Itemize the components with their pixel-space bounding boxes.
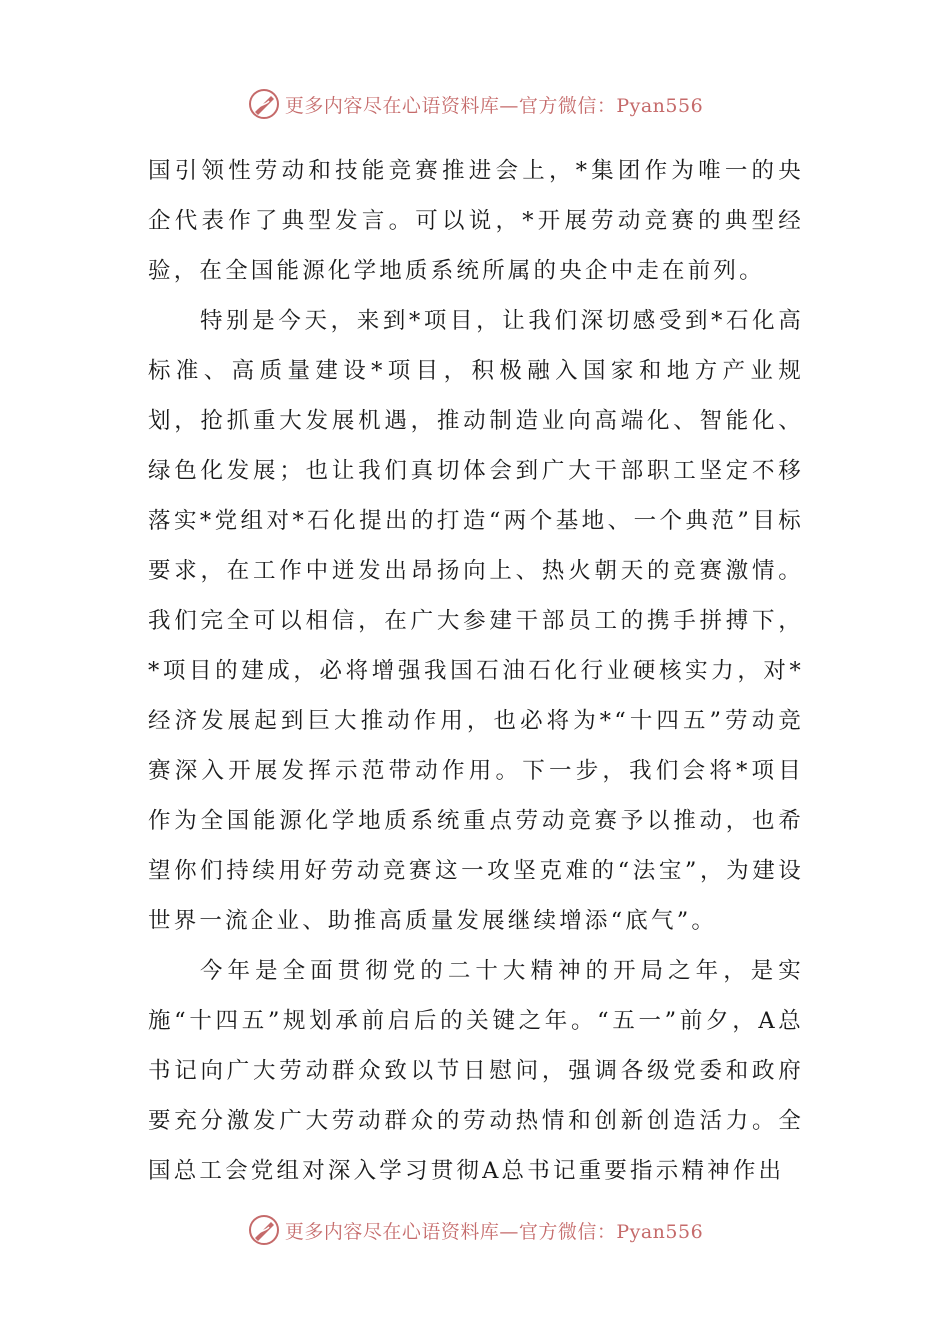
- document-body: [148, 146, 804, 1196]
- paragraph-2: 特别是今天，来到*项目，让我们深切感受到*石化高标准、高质量建设*项目，积极融入国家和地方产业规划，抢抓重大发展机遇，推动制造业向高端化、智能化、绿色化发展；也让我们真切体会到广大干部职工坚定不移落实*党组对*石化提出的打造“两个基地、一个典范”目标要求，在工作中迸发出昂扬向上、热火朝天的竞赛激情。我们完全可以相信，在广大参建干部员工的携手拼搏下，*项目的建成，必将增强我国石油石化行业硬核实力，对*经济发展起到巨大推动作用，也必将为*“十四五”劳动竞赛深入开展发挥示范带动作用。下一步，我们会将*项目作为全国能源化学地质系统重点劳动竞赛予以推动，也希望你们持续用好劳动竞赛这一攻坚克难的“法宝”，为建设世界一流企业、助推高质量发展继续增添“底气”。: [148, 308, 804, 934]
- header-banner: [0, 84, 950, 124]
- footer-banner: [0, 1210, 950, 1250]
- header-banner-text: 更多内容尽在心语资料库—官方微信：Pyan556: [284, 94, 704, 117]
- paragraph-1: 国引领性劳动和技能竞赛推进会上，*集团作为唯一的央企代表作了典型发言。可以说，*开展劳动竞赛的典型经验，在全国能源化学地质系统所属的央企中走在前列。: [148, 158, 804, 284]
- footer-banner-text: 更多内容尽在心语资料库—官方微信：Pyan556: [284, 1220, 704, 1243]
- pen-logo-icon: [247, 1213, 281, 1247]
- pen-logo-icon: [247, 87, 281, 121]
- paragraph-3: 今年是全面贯彻党的二十大精神的开局之年，是实施“十四五”规划承前启后的关键之年。“五一”前夕，A总书记向广大劳动群众致以节日慰问，强调各级党委和政府要充分激发广大劳动群众的劳动热情和创新创造活力。全国总工会党组对深入学习贯彻A总书记重要指示精神作出: [148, 958, 804, 1184]
